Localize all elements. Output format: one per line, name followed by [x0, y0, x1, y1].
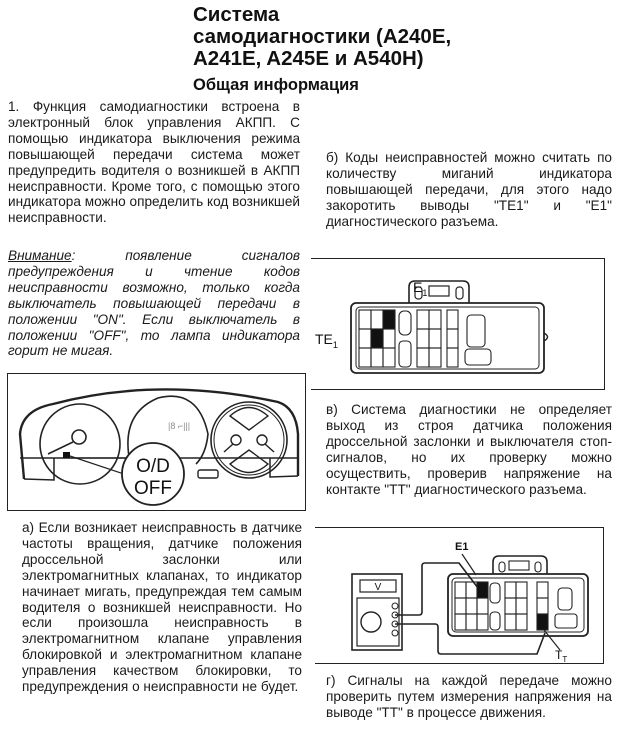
od-off-indicator-lamp — [63, 452, 70, 458]
dashboard-illustration — [8, 374, 305, 510]
connector-pin — [537, 582, 548, 598]
section-subtitle: Общая информация — [193, 76, 359, 94]
connector-pin — [516, 582, 527, 598]
connector-body — [448, 574, 588, 636]
connector-pin — [455, 614, 466, 630]
connector-pin — [429, 310, 441, 329]
fuel-temp-gauge — [211, 402, 287, 478]
connector-pin — [447, 329, 458, 348]
voltmeter-label: V — [374, 582, 382, 593]
shorted-pin — [537, 614, 548, 630]
connector-pin — [467, 315, 485, 347]
label-tt: $T_T$ — [555, 648, 568, 663]
connector-pin — [371, 310, 383, 329]
connector-pin — [429, 329, 441, 348]
shorted-pin — [383, 310, 395, 329]
shorted-pin — [477, 582, 488, 598]
connector-pin — [371, 348, 383, 367]
connector-pin — [516, 614, 527, 630]
connector-pins — [359, 310, 491, 367]
connector-pin — [465, 349, 491, 365]
connector-pin — [417, 310, 429, 329]
probe-wire-tt — [395, 624, 545, 654]
paragraph-b: б) Коды неисправностей можно считать по количеству миганий индикатора повышающей передачи, для этого надо закоротить выводы "TE1" и "E1" диагностического разъема. — [326, 150, 612, 229]
paragraph-g: г) Сигналы на каждой передаче можно проверить путем измерения напряжения на выводе "TT" в процессе движения. — [326, 673, 612, 720]
connector-pin — [505, 614, 516, 630]
paragraph-1: 1. Функция самодиагностики встроена в электронный блок управления АКПП. С помощью индикатора выключения режима повышающей передачи система может предупредить водителя о возникшей в АКПП неисправности. Кроме того, с помощью этого индикатора можно определить код возникшей неисправности. — [8, 99, 300, 226]
connector-pin — [516, 598, 527, 614]
connector-pin — [359, 310, 371, 329]
connector-pin — [490, 583, 500, 603]
callout-od: O/D — [136, 456, 170, 477]
connector-pin — [455, 582, 466, 598]
callout-off: OFF — [134, 478, 172, 499]
warning-label: Внимание — [8, 248, 72, 263]
title-line-3: A241E, A245E и A540H) — [193, 47, 424, 70]
connector-pin — [359, 329, 371, 348]
voltmeter-connection-illustration — [315, 528, 603, 663]
connector-pin — [447, 348, 458, 367]
diagnostic-connector-figure — [311, 258, 605, 390]
connector-pin — [383, 348, 395, 367]
connector-pin — [417, 329, 429, 348]
connector-pin — [359, 348, 371, 367]
dashboard-figure — [7, 373, 306, 511]
connector-pin — [429, 348, 441, 367]
title-line-2: самодиагностики (A240E, — [193, 25, 452, 48]
connector-pin — [399, 311, 411, 335]
warning-note — [8, 248, 300, 359]
warning-text: : появление сигналов предупреждения и чтение кодов неисправности возможно, только когда выключатель повышающей передачи в положении "ON". Если выключатель в положении "OFF", то лампа индикатора горит не мигая. — [8, 248, 300, 359]
label-te1: $TE_1$ — [315, 331, 338, 350]
connector-pins — [455, 582, 577, 630]
svg-text:|8 ⌐|||: |8 ⌐||| — [168, 421, 191, 431]
shorted-pin — [371, 329, 383, 348]
connector-pin — [490, 612, 500, 630]
connector-pin — [466, 614, 477, 630]
connector-pin — [477, 598, 488, 614]
connector-pin — [477, 614, 488, 630]
connector-pin — [505, 598, 516, 614]
label-e1: $E_1$ — [413, 279, 428, 298]
paragraph-a: а) Если возникает неисправность в датчике частоты вращения, датчике положения дроссельной заслонки или электромагнитных клапанах, то индикатор начинает мигать, предупреждая тем самым водителя о возникшей неисправности. Но если произошла неисправность в электромагнитном клапане управления блокировкой и электромагнитном клапане управления качеством блокировки, то предупреждения о неисправности не будет. — [22, 520, 302, 695]
connector-pin — [505, 582, 516, 598]
connector-pin — [447, 310, 458, 329]
paragraph-v: в) Система диагностики не определяет выход из строя датчика положения дроссельной заслонки и выключателя стоп-сигналов, но их проверку можно осуществить, проверив напряжение на контакте "TT" диагностического разъема. — [326, 402, 612, 497]
diagnostic-connector-illustration — [311, 259, 604, 389]
page-title — [193, 4, 451, 70]
connector-pin — [383, 329, 395, 348]
connector-pin — [417, 348, 429, 367]
connector-pin — [466, 598, 477, 614]
voltmeter-connection-figure — [315, 527, 604, 664]
connector-pin — [455, 598, 466, 614]
title-line-1: Система — [193, 3, 280, 26]
connector-pin — [399, 341, 411, 367]
connector-pin — [537, 598, 548, 614]
connector-pin — [558, 588, 572, 610]
connector-pin — [555, 614, 577, 628]
label-e1: E1 — [455, 541, 469, 553]
